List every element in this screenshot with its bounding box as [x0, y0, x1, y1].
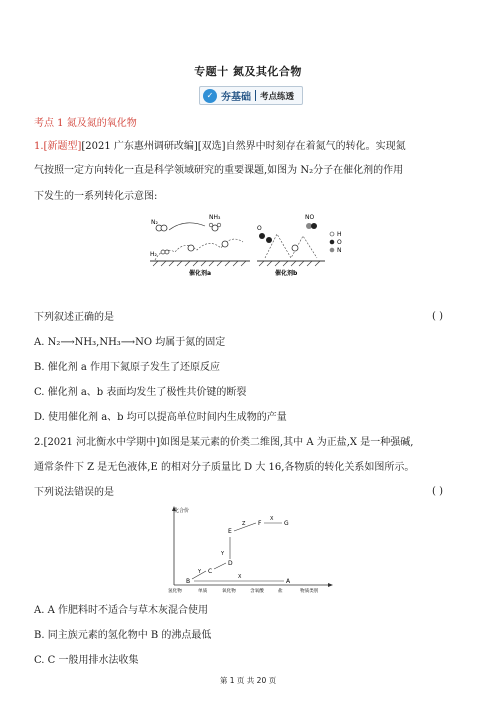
x-cat-1: 单质 — [198, 589, 208, 593]
q1-option-b: B. 催化剂 a 作用下氮原子发生了还原反应 — [34, 362, 221, 373]
section-heading: 考点 1 氮及氮的氧化物 — [34, 118, 137, 129]
n2-label: N₂ — [151, 219, 158, 226]
h2-atom — [161, 250, 165, 254]
x-cat-3: 含氧酸 — [250, 589, 264, 593]
q1-line1 — [34, 140, 406, 153]
x-cat-0: 氢化物 — [168, 589, 182, 593]
q2-option-b: B. 同主族元素的氢化物中 B 的沸点最低 — [34, 630, 212, 641]
h2-atom — [165, 250, 169, 254]
legend-h-label: H — [337, 231, 342, 238]
page-footer: 第 1 页 共 20 页 — [219, 676, 277, 685]
q1-option-a: A. N₂⟶NH₃,NH₃⟶NO 均属于氮的固定 — [34, 337, 226, 348]
q2-stem: 下列说法错误的是 — [34, 487, 114, 498]
no-molecule — [311, 223, 317, 229]
q2-line2: 通常条件下 Z 是无色液体,E 的相对分子质量比 D 大 16,各物质的转化关系如图所示。 — [34, 462, 415, 473]
nh3-molecule — [217, 223, 221, 227]
q2-option-c: C. C 一般用排水法收集 — [34, 655, 139, 666]
legend-n-symbol — [330, 248, 335, 253]
no-label: NO — [305, 214, 315, 221]
catalyst-b-hatch — [259, 261, 320, 266]
catalyst-diagram — [145, 208, 355, 282]
edge-c-d — [214, 563, 226, 569]
o2-label: O — [257, 225, 262, 232]
edge-label-z: Z — [242, 521, 246, 527]
edge-label-x2: X — [238, 574, 242, 580]
q1-line1-text: [2021 广东惠州调研改编][双选]自然界中时刻存在着氮气的转化。实现氮 — [81, 141, 406, 152]
edge-label-x1: X — [270, 516, 274, 522]
n2-atom — [161, 225, 167, 231]
nh3-label: NH₃ — [209, 214, 221, 221]
x-axis-arrow — [328, 583, 333, 587]
edge-label-y1: Y — [198, 569, 202, 575]
catalyst-b-label: 催化剂b — [275, 270, 298, 277]
q2-answer-blank: ( ) — [432, 486, 443, 497]
node-e: E — [228, 528, 232, 535]
x-cat-2: 氧化物 — [222, 589, 236, 593]
x-cat-4: 盐 — [278, 589, 283, 593]
y-axis-label: 化合价 — [174, 508, 190, 514]
catalyst-a-label: 催化剂a — [189, 270, 212, 277]
legend-h-symbol — [330, 232, 334, 236]
adsorbed-molecule — [188, 245, 194, 251]
node-a: A — [286, 578, 291, 585]
reaction-arrow — [169, 223, 205, 230]
q1-line3: 下发生的一系列转化示意图: — [34, 191, 158, 202]
catalyst-a-hatch — [153, 261, 246, 266]
badge-right-label: 考点练透 — [260, 91, 295, 102]
legend-o-symbol — [330, 240, 335, 245]
node-d: D — [228, 560, 233, 567]
badge-left-label: 夯基础 — [221, 92, 251, 103]
valence-class-diagram — [166, 503, 334, 593]
q2-option-a: A. A 作肥料时不适合与草木灰混合使用 — [34, 605, 208, 616]
catalyst-b-path — [265, 234, 317, 258]
page-title: 专题十 氮及其化合物 — [194, 65, 302, 78]
nh3-molecule — [212, 225, 218, 231]
node-g: G — [284, 520, 289, 527]
q1-option-d: D. 使用催化剂 a、b 均可以提高单位时间内生成物的产量 — [34, 412, 287, 423]
adsorbed-molecule — [292, 245, 298, 251]
legend-n-label: N — [337, 247, 342, 254]
q1-answer-blank: ( ) — [432, 311, 443, 322]
badge-divider — [255, 90, 256, 101]
q1-stem: 下列叙述正确的是 — [34, 312, 114, 323]
q1-tag: 1.[新题型] — [34, 141, 82, 152]
q1-option-c: C. 催化剂 a、b 表面均发生了极性共价键的断裂 — [34, 387, 247, 398]
node-f: F — [258, 520, 262, 527]
legend-o-label: O — [337, 239, 342, 246]
nh3-molecule — [209, 223, 213, 227]
x-cat-5: 物质类别 — [300, 589, 319, 593]
o-atom — [266, 237, 272, 243]
section-badge — [199, 86, 303, 105]
check-icon: ✓ — [203, 89, 217, 103]
node-c: C — [208, 568, 213, 575]
q2-line1: 2.[2021 河北衡水中学期中]如图是某元素的价类二维图,其中 A 为正盐,X 是一种强碱, — [34, 437, 414, 448]
h2-label: H₂ — [150, 251, 157, 258]
edge-label-y2: Y — [221, 551, 225, 557]
adsorbed-molecule — [222, 241, 228, 247]
catalyst-a-path — [155, 239, 243, 260]
q1-line2: 气按照一定方向转化一直是科学领域研究的重要课题,如图为 N₂分子在催化剂的作用 — [34, 165, 404, 176]
node-b: B — [186, 578, 191, 585]
o-atom — [259, 233, 265, 239]
